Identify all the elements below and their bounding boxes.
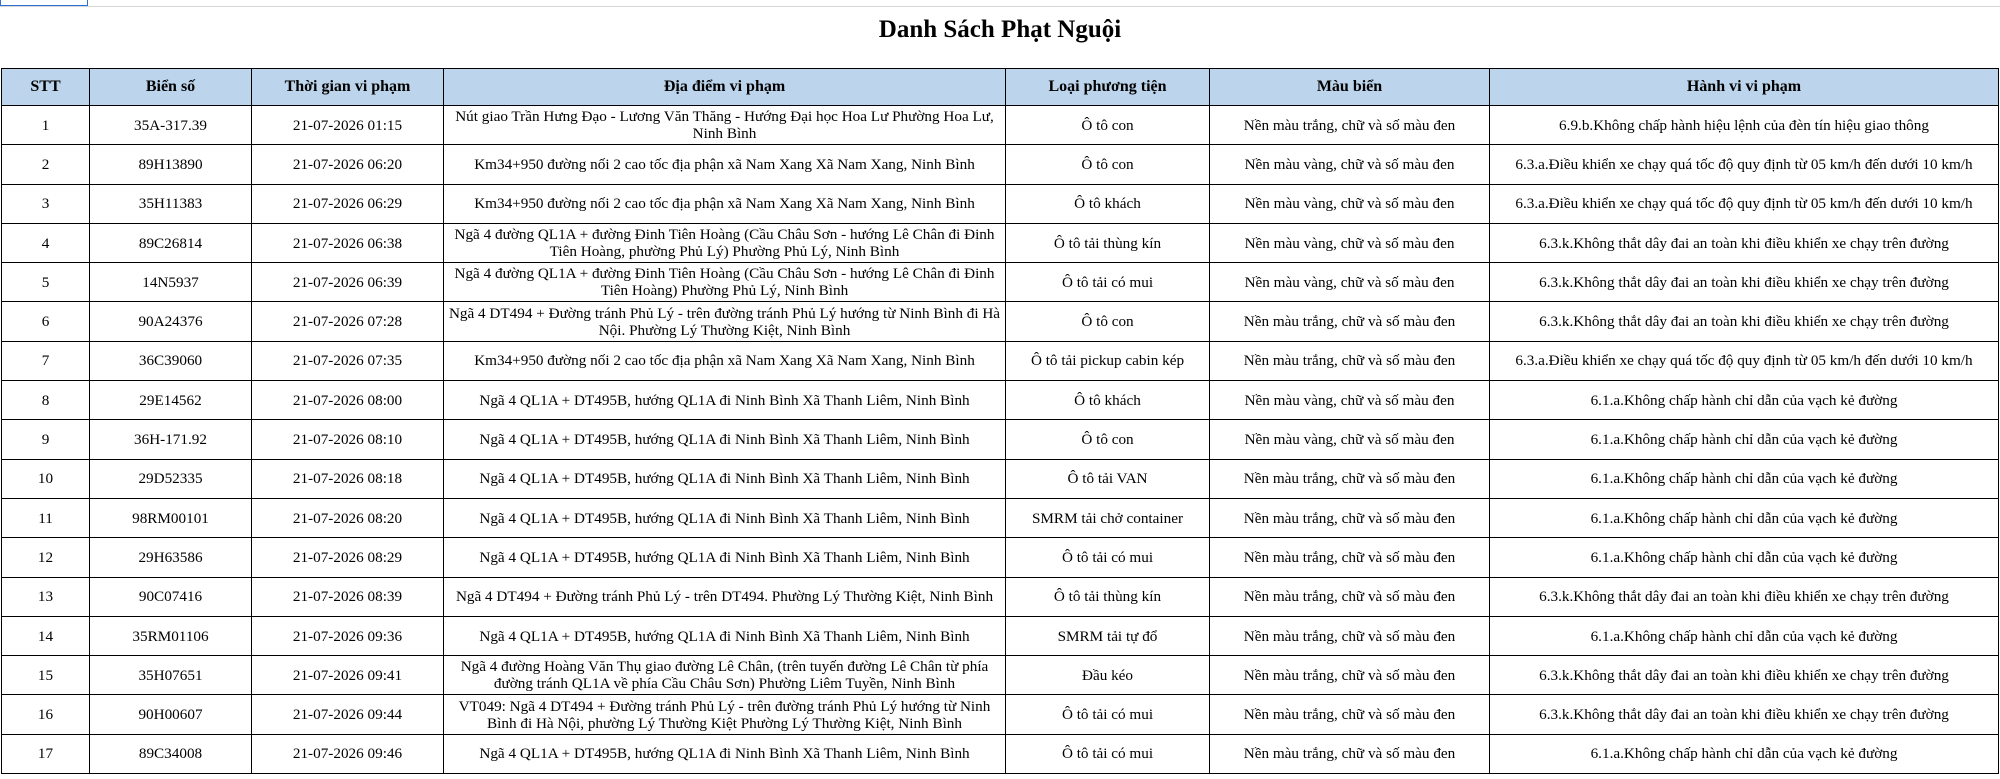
cell-location[interactable]: VT049: Ngã 4 DT494 + Đường tránh Phủ Lý - trên đường tránh Phủ Lý hướng từ Ninh Bình đi Hà Nội, phường Lý Thường Kiệt Phường Lý Thường Kiệt, Ninh Bình <box>444 695 1006 734</box>
cell-violation[interactable]: 6.3.a.Điều khiển xe chạy quá tốc độ quy định từ 05 km/h đến dưới 10 km/h <box>1490 145 1999 184</box>
table-row <box>2 223 1999 262</box>
cell-vehicle[interactable]: Đầu kéo <box>1006 656 1210 695</box>
column-header-location[interactable]: Địa điểm vi phạm <box>444 69 1006 106</box>
table-row <box>2 459 1999 498</box>
cell-vehicle[interactable]: Ô tô khách <box>1006 381 1210 420</box>
cell-location[interactable]: Ngã 4 đường Hoàng Văn Thụ giao đường Lê Chân, (trên tuyến đường Lê Chân từ phía đường tránh QL1A về phía Cầu Châu Sơn) Phường Liêm Tuyền, Ninh Bình <box>444 656 1006 695</box>
table-row <box>2 184 1999 223</box>
cell-plate[interactable]: 36H-171.92 <box>90 420 252 459</box>
table-body <box>2 106 1999 774</box>
cell-violation[interactable]: 6.3.a.Điều khiển xe chạy quá tốc độ quy định từ 05 km/h đến dưới 10 km/h <box>1490 184 1999 223</box>
cell-stt[interactable]: 1 <box>2 106 90 145</box>
table-row <box>2 577 1999 616</box>
cell-plate-color[interactable]: Nền màu trắng, chữ và số màu đen <box>1210 656 1490 695</box>
cell-vehicle[interactable]: Ô tô con <box>1006 145 1210 184</box>
cell-violation[interactable]: 6.1.a.Không chấp hành chỉ dẫn của vạch kẻ đường <box>1490 498 1999 537</box>
table-row <box>2 145 1999 184</box>
cell-plate[interactable]: 35H11383 <box>90 184 252 223</box>
cell-time[interactable]: 21-07-2026 09:36 <box>252 616 444 655</box>
cell-plate[interactable]: 29D52335 <box>90 459 252 498</box>
table-row <box>2 263 1999 302</box>
cell-plate-color[interactable]: Nền màu trắng, chữ và số màu đen <box>1210 695 1490 734</box>
table-row <box>2 106 1999 145</box>
table-row <box>2 302 1999 341</box>
cell-location[interactable]: Km34+950 đường nối 2 cao tốc địa phận xã Nam Xang Xã Nam Xang, Ninh Bình <box>444 184 1006 223</box>
top-divider <box>0 6 2000 7</box>
cell-violation[interactable]: 6.9.b.Không chấp hành hiệu lệnh của đèn tín hiệu giao thông <box>1490 106 1999 145</box>
cell-plate-color[interactable]: Nền màu trắng, chữ và số màu đen <box>1210 459 1490 498</box>
cell-violation[interactable]: 6.1.a.Không chấp hành chỉ dẫn của vạch kẻ đường <box>1490 538 1999 577</box>
cell-stt[interactable]: 4 <box>2 223 90 262</box>
table-row <box>2 734 1999 773</box>
cell-time[interactable]: 21-07-2026 08:20 <box>252 498 444 537</box>
cell-vehicle[interactable]: Ô tô tải thùng kín <box>1006 577 1210 616</box>
cell-vehicle[interactable]: Ô tô tải thùng kín <box>1006 223 1210 262</box>
cell-time[interactable]: 21-07-2026 08:10 <box>252 420 444 459</box>
cell-plate-color[interactable]: Nền màu trắng, chữ và số màu đen <box>1210 577 1490 616</box>
column-header-plate-color[interactable]: Màu biển <box>1210 69 1490 106</box>
cell-stt[interactable]: 8 <box>2 381 90 420</box>
cell-plate[interactable]: 29H63586 <box>90 538 252 577</box>
table-row <box>2 498 1999 537</box>
cell-stt[interactable]: 11 <box>2 498 90 537</box>
cell-plate-color[interactable]: Nền màu trắng, chữ và số màu đen <box>1210 538 1490 577</box>
cell-stt[interactable]: 16 <box>2 695 90 734</box>
cell-time[interactable]: 21-07-2026 08:39 <box>252 577 444 616</box>
cell-violation[interactable]: 6.3.k.Không thắt dây đai an toàn khi điều khiển xe chạy trên đường <box>1490 695 1999 734</box>
cell-plate[interactable]: 36C39060 <box>90 341 252 380</box>
cell-violation[interactable]: 6.1.a.Không chấp hành chỉ dẫn của vạch kẻ đường <box>1490 420 1999 459</box>
cell-stt[interactable]: 6 <box>2 302 90 341</box>
cell-time[interactable]: 21-07-2026 06:20 <box>252 145 444 184</box>
cell-vehicle[interactable]: Ô tô tải có mui <box>1006 695 1210 734</box>
cell-plate-color[interactable]: Nền màu trắng, chữ và số màu đen <box>1210 616 1490 655</box>
cell-violation[interactable]: 6.3.k.Không thắt dây đai an toàn khi điều khiển xe chạy trên đường <box>1490 577 1999 616</box>
cell-vehicle[interactable]: Ô tô con <box>1006 106 1210 145</box>
cell-plate[interactable]: 90C07416 <box>90 577 252 616</box>
cell-plate[interactable]: 89H13890 <box>90 145 252 184</box>
cell-time[interactable]: 21-07-2026 07:35 <box>252 341 444 380</box>
cell-time[interactable]: 21-07-2026 07:28 <box>252 302 444 341</box>
column-header-vehicle[interactable]: Loại phương tiện <box>1006 69 1210 106</box>
cell-location[interactable]: Ngã 4 QL1A + DT495B, hướng QL1A đi Ninh Bình Xã Thanh Liêm, Ninh Bình <box>444 538 1006 577</box>
cell-stt[interactable]: 2 <box>2 145 90 184</box>
cell-stt[interactable]: 7 <box>2 341 90 380</box>
cell-vehicle[interactable]: Ô tô tải pickup cabin kép <box>1006 341 1210 380</box>
cell-plate[interactable]: 29E14562 <box>90 381 252 420</box>
cell-time[interactable]: 21-07-2026 09:44 <box>252 695 444 734</box>
cell-violation[interactable]: 6.3.k.Không thắt dây đai an toàn khi điều khiển xe chạy trên đường <box>1490 263 1999 302</box>
cell-vehicle[interactable]: SMRM tải tự đổ <box>1006 616 1210 655</box>
cell-plate[interactable]: 89C34008 <box>90 734 252 773</box>
table-row <box>2 538 1999 577</box>
cell-violation[interactable]: 6.1.a.Không chấp hành chỉ dẫn của vạch kẻ đường <box>1490 381 1999 420</box>
cell-stt[interactable]: 9 <box>2 420 90 459</box>
column-header-time[interactable]: Thời gian vi phạm <box>252 69 444 106</box>
cell-plate[interactable]: 14N5937 <box>90 263 252 302</box>
cell-stt[interactable]: 13 <box>2 577 90 616</box>
cell-plate-color[interactable]: Nền màu vàng, chữ và số màu đen <box>1210 184 1490 223</box>
cell-violation[interactable]: 6.3.a.Điều khiển xe chạy quá tốc độ quy định từ 05 km/h đến dưới 10 km/h <box>1490 341 1999 380</box>
table-row <box>2 616 1999 655</box>
cell-time[interactable]: 21-07-2026 08:29 <box>252 538 444 577</box>
table-row <box>2 381 1999 420</box>
cell-time[interactable]: 21-07-2026 01:15 <box>252 106 444 145</box>
cell-stt[interactable]: 15 <box>2 656 90 695</box>
cell-location[interactable]: Ngã 4 DT494 + Đường tránh Phủ Lý - trên đường tránh Phủ Lý hướng từ Ninh Bình đi Hà Nội. Phường Lý Thường Kiệt, Ninh Bình <box>444 302 1006 341</box>
cell-plate-color[interactable]: Nền màu vàng, chữ và số màu đen <box>1210 263 1490 302</box>
cell-violation[interactable]: 6.3.k.Không thắt dây đai an toàn khi điều khiển xe chạy trên đường <box>1490 656 1999 695</box>
cell-vehicle[interactable]: Ô tô khách <box>1006 184 1210 223</box>
column-header-stt[interactable]: STT <box>2 69 90 106</box>
cell-stt[interactable]: 17 <box>2 734 90 773</box>
cell-vehicle[interactable]: Ô tô tải có mui <box>1006 263 1210 302</box>
cell-location[interactable]: Ngã 4 QL1A + DT495B, hướng QL1A đi Ninh Bình Xã Thanh Liêm, Ninh Bình <box>444 498 1006 537</box>
cell-plate[interactable]: 90A24376 <box>90 302 252 341</box>
cell-vehicle[interactable]: Ô tô con <box>1006 420 1210 459</box>
cell-vehicle[interactable]: Ô tô tải có mui <box>1006 538 1210 577</box>
cell-time[interactable]: 21-07-2026 08:00 <box>252 381 444 420</box>
cell-plate[interactable]: 98RM00101 <box>90 498 252 537</box>
cell-vehicle[interactable]: Ô tô tải có mui <box>1006 734 1210 773</box>
page-title: Danh Sách Phạt Nguội <box>878 16 1122 43</box>
cell-violation[interactable]: 6.1.a.Không chấp hành chỉ dẫn của vạch kẻ đường <box>1490 616 1999 655</box>
cell-stt[interactable]: 3 <box>2 184 90 223</box>
cell-plate[interactable]: 35A-317.39 <box>90 106 252 145</box>
cell-stt[interactable]: 12 <box>2 538 90 577</box>
table-header-row <box>2 69 1999 106</box>
cell-time[interactable]: 21-07-2026 06:29 <box>252 184 444 223</box>
cell-vehicle[interactable]: SMRM tải chở container <box>1006 498 1210 537</box>
column-header-violation[interactable]: Hành vi vi phạm <box>1490 69 1999 106</box>
cell-location[interactable]: Ngã 4 QL1A + DT495B, hướng QL1A đi Ninh Bình Xã Thanh Liêm, Ninh Bình <box>444 459 1006 498</box>
cell-plate-color[interactable]: Nền màu vàng, chữ và số màu đen <box>1210 420 1490 459</box>
cell-plate-color[interactable]: Nền màu vàng, chữ và số màu đen <box>1210 145 1490 184</box>
cell-plate-color[interactable]: Nền màu vàng, chữ và số màu đen <box>1210 381 1490 420</box>
cell-plate-color[interactable]: Nền màu trắng, chữ và số màu đen <box>1210 106 1490 145</box>
table-row <box>2 420 1999 459</box>
cell-violation[interactable]: 6.1.a.Không chấp hành chỉ dẫn của vạch kẻ đường <box>1490 459 1999 498</box>
cell-location[interactable]: Nút giao Trần Hưng Đạo - Lương Văn Thăng - Hướng Đại học Hoa Lư Phường Hoa Lư, Ninh Bình <box>444 106 1006 145</box>
cell-plate[interactable]: 89C26814 <box>90 223 252 262</box>
cell-vehicle[interactable]: Ô tô tải VAN <box>1006 459 1210 498</box>
cell-stt[interactable]: 10 <box>2 459 90 498</box>
cell-time[interactable]: 21-07-2026 09:46 <box>252 734 444 773</box>
cell-violation[interactable]: 6.3.k.Không thắt dây đai an toàn khi điều khiển xe chạy trên đường <box>1490 223 1999 262</box>
column-header-plate[interactable]: Biển số <box>90 69 252 106</box>
cell-location[interactable]: Ngã 4 DT494 + Đường tránh Phủ Lý - trên DT494. Phường Lý Thường Kiệt, Ninh Bình <box>444 577 1006 616</box>
cell-location[interactable]: Ngã 4 đường QL1A + đường Đinh Tiên Hoàng (Cầu Châu Sơn - hướng Lê Chân đi Đinh Tiên Hoàng) Phường Phủ Lý, Ninh Bình <box>444 263 1006 302</box>
cell-stt[interactable]: 5 <box>2 263 90 302</box>
cell-location[interactable]: Ngã 4 QL1A + DT495B, hướng QL1A đi Ninh Bình Xã Thanh Liêm, Ninh Bình <box>444 381 1006 420</box>
cell-location[interactable]: Ngã 4 đường QL1A + đường Đinh Tiên Hoàng (Cầu Châu Sơn - hướng Lê Chân đi Đinh Tiên Hoàng, phường Phủ Lý) Phường Phủ Lý, Ninh Bình <box>444 223 1006 262</box>
cell-location[interactable]: Ngã 4 QL1A + DT495B, hướng QL1A đi Ninh Bình Xã Thanh Liêm, Ninh Bình <box>444 734 1006 773</box>
table-row <box>2 656 1999 695</box>
cell-plate-color[interactable]: Nền màu trắng, chữ và số màu đen <box>1210 302 1490 341</box>
cell-time[interactable]: 21-07-2026 09:41 <box>252 656 444 695</box>
cell-location[interactable]: Ngã 4 QL1A + DT495B, hướng QL1A đi Ninh Bình Xã Thanh Liêm, Ninh Bình <box>444 420 1006 459</box>
cell-violation[interactable]: 6.3.k.Không thắt dây đai an toàn khi điều khiển xe chạy trên đường <box>1490 302 1999 341</box>
cell-violation[interactable]: 6.1.a.Không chấp hành chỉ dẫn của vạch kẻ đường <box>1490 734 1999 773</box>
cell-plate-color[interactable]: Nền màu trắng, chữ và số màu đen <box>1210 341 1490 380</box>
cell-location[interactable]: Ngã 4 QL1A + DT495B, hướng QL1A đi Ninh Bình Xã Thanh Liêm, Ninh Bình <box>444 616 1006 655</box>
table-row <box>2 341 1999 380</box>
cell-location[interactable]: Km34+950 đường nối 2 cao tốc địa phận xã Nam Xang Xã Nam Xang, Ninh Bình <box>444 145 1006 184</box>
cell-plate[interactable]: 35H07651 <box>90 656 252 695</box>
cell-plate[interactable]: 35RM01106 <box>90 616 252 655</box>
cell-time[interactable]: 21-07-2026 06:39 <box>252 263 444 302</box>
cell-time[interactable]: 21-07-2026 08:18 <box>252 459 444 498</box>
cell-vehicle[interactable]: Ô tô con <box>1006 302 1210 341</box>
cell-location[interactable]: Km34+950 đường nối 2 cao tốc địa phận xã Nam Xang Xã Nam Xang, Ninh Bình <box>444 341 1006 380</box>
cell-time[interactable]: 21-07-2026 06:38 <box>252 223 444 262</box>
cell-plate-color[interactable]: Nền màu vàng, chữ và số màu đen <box>1210 223 1490 262</box>
violations-table <box>1 68 1999 774</box>
cell-stt[interactable]: 14 <box>2 616 90 655</box>
cell-plate[interactable]: 90H00607 <box>90 695 252 734</box>
cell-plate-color[interactable]: Nền màu trắng, chữ và số màu đen <box>1210 734 1490 773</box>
table-row <box>2 695 1999 734</box>
cell-plate-color[interactable]: Nền màu trắng, chữ và số màu đen <box>1210 498 1490 537</box>
